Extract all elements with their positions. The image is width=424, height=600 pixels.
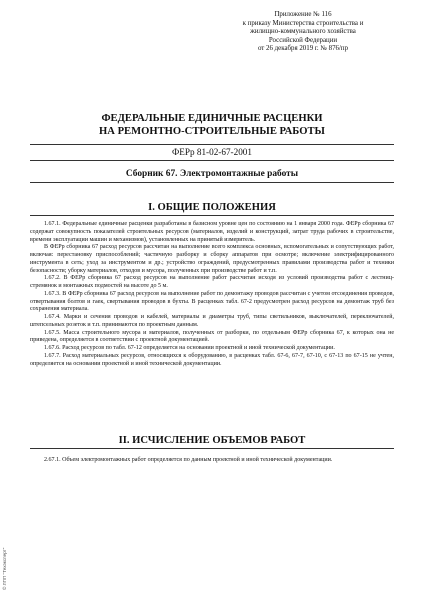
paragraph: 1.67.2. В ФЕРр сборника 67 расход ресурсов на выполнение работ рассчитан исходя из условий производства работ с лестниц-стремянок и монтажных подмостей на высоте до 5 м.: [30, 275, 394, 289]
appendix-line: жилищно-коммунального хозяйства: [250, 28, 356, 36]
section-2-heading: II. ИСЧИСЛЕНИЕ ОБЪЕМОВ РАБОТ: [30, 433, 394, 449]
paragraph: 1.67.7. Расход материальных ресурсов, относящихся к оборудованию, в расценках табл. 67-6, 67-7, 67-10, с 67-13 по 67-15 не учтен, определяется на основании проектной и иной технической документации.: [30, 352, 394, 367]
paragraph: 1.67.1. Федеральные единичные расценки разработаны в базисном уровне цен по состоянию на 1 января 2000 года. ФЕРр сборника 67 содержат совокупность показателей строительных ресурсов (материалов, изделий и конструкций, затрат труда рабочих в строительстве, времени эксплуатации машин и механизмов), установленных на принятый измеритель.: [30, 221, 394, 243]
appendix-line: Приложение № 116: [274, 11, 332, 18]
title-line-2: НА РЕМОНТНО-СТРОИТЕЛЬНЫЕ РАБОТЫ: [99, 126, 325, 137]
paragraph: В ФЕРр сборника 67 расход ресурсов рассчитан на выполнение всего комплекса основных, вспомогательных и сопутствующих работ, включая: перестановку приспособлений; частичную разборку и сборку аппаратов при осмотре; включение электрифицированного инструмента в сеть; уход за инструментом и др.; устройство ограждений, предусмотренных правилами производства работ и техники безопасности; уборку материалов, отходов и мусора, полученных при производстве работ и т.п.: [30, 244, 394, 274]
watermark-text: © ЛПП "Техэксперт": [2, 547, 7, 590]
section-2-body: [30, 457, 394, 465]
appendix-line: Российской Федерации: [268, 36, 338, 44]
document-title: [30, 112, 394, 138]
section-1-body: [30, 221, 394, 368]
appendix-line: к приказу Министерства строительства и: [242, 19, 364, 27]
document-code: ФЕРр 81-02-67-2001: [30, 144, 394, 161]
title-line-1: ФЕДЕРАЛЬНЫЕ ЕДИНИЧНЫЕ РАСЦЕНКИ: [101, 113, 323, 124]
appendix-line: от 26 декабря 2019 г. № 876/пр: [257, 45, 349, 53]
paragraph: 1.67.4. Марки и сечения проводов и кабелей, материалы и диаметры труб, типы светильников, выключателей, переключателей, штепсельных розеток и т.п. принимаются по проектным данным.: [30, 314, 394, 328]
section-1-heading: I. ОБЩИЕ ПОЛОЖЕНИЯ: [30, 200, 394, 216]
collection-title: Сборник 67. Электромонтажные работы: [30, 166, 394, 183]
appendix-block: [210, 11, 396, 54]
side-watermark: [2, 520, 12, 590]
paragraph: 1.67.3. В ФЕРр сборника 67 расход ресурсов на выполнение работ по демонтажу проводов рассчитан с учетом отсоединения проводов, отвертывания болтов и гаек, свертывания проводов в бухты. В расценках табл. 67-2 предусмотрен расход ресурсов на демонтаж труб без сохранения материала.: [30, 290, 394, 313]
paragraph: 2.67.1. Объем электромонтажных работ определяется по данным проектной и иной технической документации.: [44, 457, 333, 463]
paragraph: 1.67.6. Расход ресурсов по табл. 67-12 определяется на основании проектной и иной технической документации.: [44, 345, 335, 351]
paragraph: 1.67.5. Масса строительного мусора и материалов, полученных от разборки, по отдельным ФЕРр сборника 67, к которых она не приведена, определяется в соответствии с проектной документацией.: [30, 329, 394, 344]
